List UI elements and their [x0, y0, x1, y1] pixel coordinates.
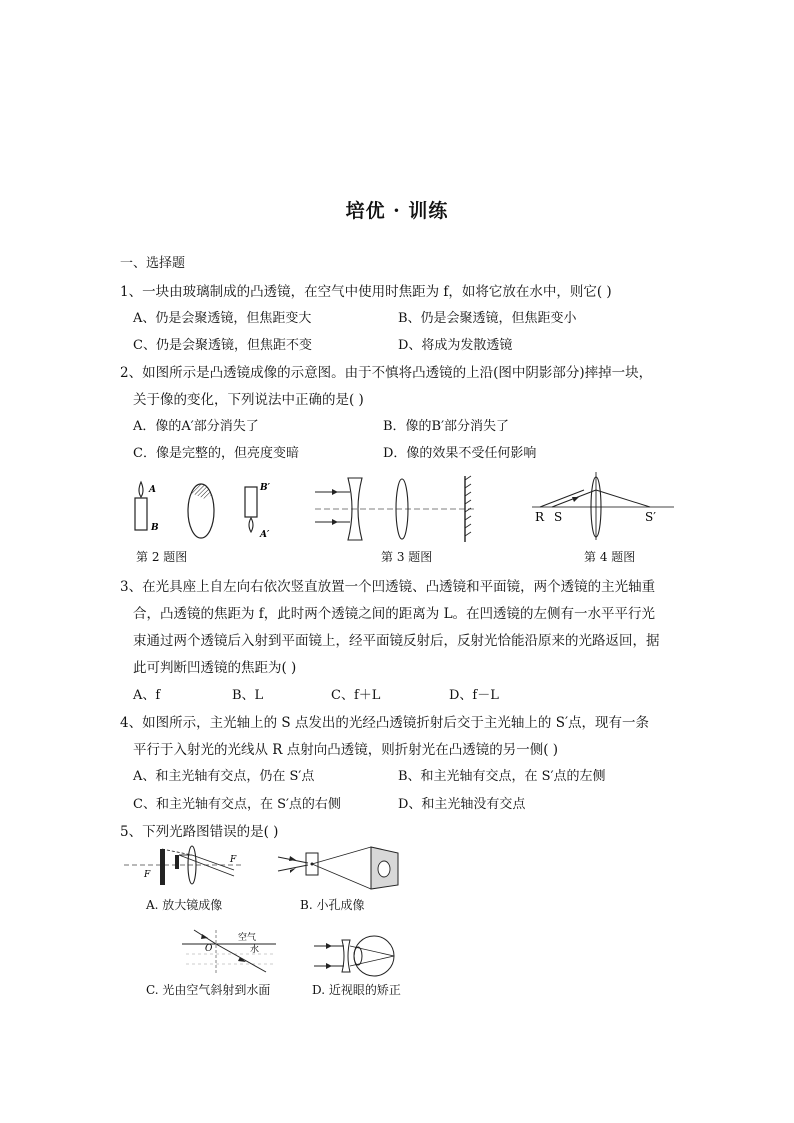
arrow-icon — [326, 963, 332, 969]
image-flame-icon — [249, 518, 253, 532]
label-a: A — [149, 485, 156, 495]
q3-option-d: D、f－L — [449, 688, 499, 703]
candle-flame-icon — [139, 482, 143, 497]
q2-option-a: A．像的A′部分消失了 — [133, 419, 259, 434]
figure-q3 — [310, 472, 490, 547]
label-f-right: F — [230, 855, 237, 865]
label-water: 水 — [250, 945, 260, 955]
q4-option-d: D、和主光轴没有交点 — [398, 797, 526, 812]
q3-option-a: A、f — [133, 688, 161, 703]
q3-option-c: C、f＋L — [331, 688, 381, 703]
virtual-image — [160, 849, 165, 885]
label-a-prime: A′ — [260, 530, 270, 540]
label-o: O — [205, 944, 213, 954]
q1-option-b: B、仍是会聚透镜，但焦距变小 — [398, 311, 577, 326]
label-r: R — [535, 510, 545, 524]
q3-stem-line1: 3、在光具座上自左向右依次竖直放置一个凹透镜、凸透镜和平面镜，两个透镜的主光轴重 — [120, 579, 656, 595]
q5-option-c: C. 光由空气斜射到水面 — [146, 983, 271, 997]
q5-option-d: D. 近视眼的矫正 — [312, 983, 401, 997]
q2-option-b: B．像的B′部分消失了 — [383, 419, 510, 434]
q3-stem-line4: 此可判断凹透镜的焦距为( ) — [133, 660, 297, 676]
figure-q2-caption: 第 2 题图 — [136, 550, 188, 564]
q4-option-c: C、和主光轴有交点，在 S′点的右侧 — [133, 797, 341, 812]
q5-option-a: A. 放大镜成像 — [146, 898, 223, 912]
q4-option-b: B、和主光轴有交点，在 S′点的左侧 — [398, 769, 606, 784]
figure-q5-a — [122, 843, 247, 888]
label-f-left: F — [144, 870, 151, 880]
eye-lens — [354, 947, 362, 965]
q3-stem-line2: 合，凸透镜的焦距为 f，此时两个透镜之间的距离为 L。在凹透镜的左侧有一水平平行光 — [133, 606, 656, 622]
image-candle — [245, 487, 257, 517]
q1-option-c: C、仍是会聚透镜，但焦距不变 — [133, 338, 312, 353]
q2-option-d: D．像的效果不受任何影响 — [383, 446, 537, 461]
page-title: 培优 · 训练 — [345, 200, 449, 222]
q4-stem-line2: 平行于入射光的光线从 R 点射向凸透镜，则折射光在凸透镜的另一侧( ) — [133, 742, 559, 758]
figure-q2 — [125, 475, 275, 545]
q2-stem-line2: 关于像的变化，下列说法中正确的是( ) — [133, 392, 364, 408]
label-b: B — [151, 523, 159, 533]
figure-q3-caption: 第 3 题图 — [381, 550, 433, 564]
q1-option-a: A、仍是会聚透镜，但焦距变大 — [133, 311, 312, 326]
object — [175, 855, 179, 869]
q4-option-a: A、和主光轴有交点，仍在 S′点 — [133, 769, 315, 784]
concave-lens — [342, 940, 350, 972]
q2-option-c: C．像是完整的，但亮度变暗 — [133, 446, 299, 461]
arrow-icon — [332, 489, 338, 495]
figure-q4-caption: 第 4 题图 — [584, 550, 636, 564]
broken-lens-edge — [191, 484, 212, 499]
q2-stem-line1: 2、如图所示是凸透镜成像的示意图。由于不慎将凸透镜的上沿(图中阴影部分)摔掉一块， — [120, 365, 653, 381]
label-b-prime: B′ — [260, 483, 270, 493]
object-candle — [135, 498, 147, 530]
label-s: S — [554, 510, 563, 524]
q5-stem: 5、下列光路图错误的是( ) — [120, 824, 279, 840]
label-s-prime: S′ — [645, 510, 656, 524]
q5-option-b: B. 小孔成像 — [300, 898, 365, 912]
q4-stem-line1: 4、如图所示，主光轴上的 S 点发出的光经凸透镜折射后交于主光轴上的 S′点，现有一条 — [120, 715, 650, 731]
section-heading: 一、选择题 — [120, 256, 186, 271]
q1-option-d: D、将成为发散透镜 — [398, 338, 513, 353]
eyeball — [354, 936, 394, 976]
arrow-icon — [238, 957, 246, 962]
q1-stem: 1、一块由玻璃制成的凸透镜，在空气中使用时焦距为 f，如将它放在水中，则它( ) — [120, 284, 612, 300]
label-air: 空气 — [238, 933, 257, 943]
figure-q5-c — [180, 928, 280, 976]
figure-q4 — [528, 470, 678, 540]
q3-option-b: B、L — [232, 688, 264, 703]
arrow-icon — [572, 497, 579, 502]
figure-q5-b — [276, 843, 406, 893]
image-icon — [378, 861, 390, 877]
arrow-icon — [326, 943, 332, 949]
figure-q5-d — [312, 932, 402, 980]
arrow-icon — [332, 519, 338, 525]
mirror-hatching — [465, 476, 471, 536]
q3-stem-line3: 束通过两个透镜后入射到平面镜上，经平面镜反射后，反射光恰能沿原来的光路返回，据 — [133, 633, 660, 649]
